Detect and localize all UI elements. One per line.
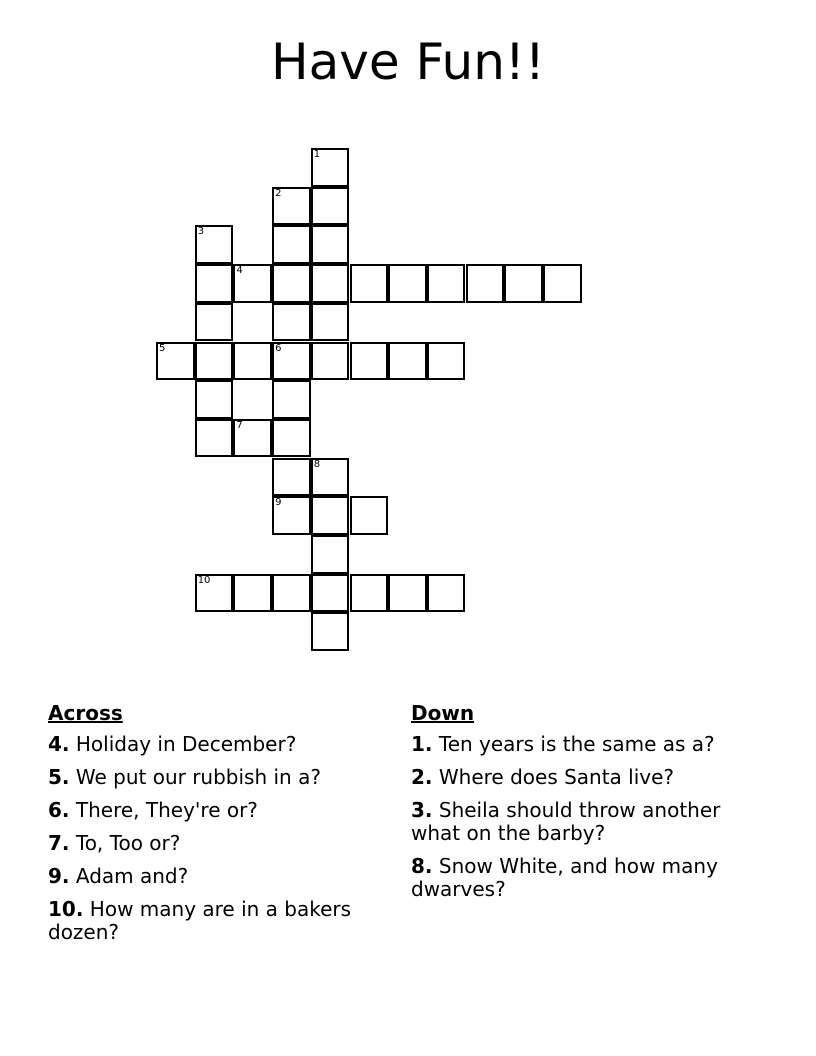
clue-number: 2. <box>411 765 433 789</box>
crossword-cell[interactable] <box>195 574 234 613</box>
cell-number: 2 <box>275 187 282 199</box>
clue-number: 5. <box>48 765 70 789</box>
crossword-cell[interactable] <box>272 380 311 419</box>
crossword-cell[interactable] <box>427 574 466 613</box>
across-clue-9 <box>48 865 393 888</box>
clue-text: How many are in a bakers dozen? <box>48 897 352 944</box>
across-clue-4 <box>48 733 393 756</box>
crossword-cell[interactable] <box>233 419 272 458</box>
clue-text: Ten years is the same as a? <box>438 732 715 756</box>
clue-text: We put our rubbish in a? <box>75 765 321 789</box>
crossword-cell[interactable] <box>272 419 311 458</box>
crossword-cell[interactable] <box>195 264 234 303</box>
crossword-cell[interactable] <box>311 303 350 342</box>
cell-number: 10 <box>197 574 211 586</box>
crossword-cell[interactable] <box>504 264 543 303</box>
clue-number: 4. <box>48 732 70 756</box>
crossword-cell[interactable] <box>272 303 311 342</box>
crossword-cell[interactable] <box>350 264 389 303</box>
clue-number: 7. <box>48 831 70 855</box>
page-title: Have Fun!! <box>271 33 545 91</box>
crossword-cell[interactable] <box>466 264 505 303</box>
clue-number: 10. <box>48 897 84 921</box>
crossword-cell[interactable] <box>272 225 311 264</box>
crossword-cell[interactable] <box>311 342 350 381</box>
down-clue-3 <box>411 799 756 845</box>
cell-number: 1 <box>313 149 321 160</box>
crossword-cell[interactable] <box>156 342 195 381</box>
clue-number: 3. <box>411 798 433 822</box>
across-clue-5 <box>48 766 393 789</box>
crossword-cell[interactable] <box>388 264 427 303</box>
crossword-cell[interactable] <box>311 535 350 574</box>
crossword-cell[interactable] <box>311 612 350 651</box>
cell-number: 5 <box>159 342 166 354</box>
cell-number: 3 <box>197 226 205 238</box>
crossword-cell[interactable] <box>388 574 427 613</box>
cell-number: 9 <box>275 497 282 509</box>
cell-number: 4 <box>236 265 243 277</box>
crossword-cell[interactable] <box>311 148 350 187</box>
crossword-cell[interactable] <box>195 303 234 342</box>
cell-number: 7 <box>236 419 243 431</box>
across-clue-7 <box>48 832 393 855</box>
crossword-cell[interactable] <box>311 264 350 303</box>
down-clue-1 <box>411 733 756 756</box>
across-clue-10 <box>48 898 393 944</box>
crossword-cell[interactable] <box>427 342 466 381</box>
down-heading: Down <box>411 701 475 725</box>
crossword-cell[interactable] <box>311 574 350 613</box>
crossword-cell[interactable] <box>427 264 466 303</box>
across-heading: Across <box>48 701 123 725</box>
clue-text: Holiday in December? <box>75 732 297 756</box>
across-clues <box>48 702 393 954</box>
crossword-cell[interactable] <box>195 419 234 458</box>
crossword-cell[interactable] <box>311 458 350 497</box>
crossword-cell[interactable] <box>272 342 311 381</box>
crossword-cell[interactable] <box>195 380 234 419</box>
crossword-cell[interactable] <box>311 225 350 264</box>
clue-text: Sheila should throw another what on the barby? <box>411 798 721 845</box>
crossword-cell[interactable] <box>272 458 311 497</box>
crossword-cell[interactable] <box>233 342 272 381</box>
crossword-cell[interactable] <box>272 574 311 613</box>
clue-number: 1. <box>411 732 433 756</box>
clue-number: 6. <box>48 798 70 822</box>
clue-text: Adam and? <box>75 864 189 888</box>
clue-text: Snow White, and how many dwarves? <box>411 854 718 901</box>
crossword-cell[interactable] <box>350 496 389 535</box>
crossword-cell[interactable] <box>233 574 272 613</box>
crossword-cell[interactable] <box>350 574 389 613</box>
across-clue-6 <box>48 799 393 822</box>
crossword-cell[interactable] <box>311 187 350 226</box>
down-clues <box>411 702 756 911</box>
down-clue-2 <box>411 766 756 789</box>
crossword-cell[interactable] <box>311 496 350 535</box>
down-clue-8 <box>411 855 756 901</box>
crossword-cell[interactable] <box>543 264 582 303</box>
crossword-cell[interactable] <box>272 264 311 303</box>
clue-text: Where does Santa live? <box>438 765 675 789</box>
crossword-cell[interactable] <box>195 342 234 381</box>
clue-number: 9. <box>48 864 70 888</box>
crossword-cell[interactable] <box>388 342 427 381</box>
cell-number: 6 <box>275 342 282 354</box>
crossword-cell[interactable] <box>195 225 234 264</box>
crossword-cell[interactable] <box>350 342 389 381</box>
crossword-cell[interactable] <box>233 264 272 303</box>
clue-text: There, They're or? <box>75 798 258 822</box>
crossword-cell[interactable] <box>272 187 311 226</box>
clue-number: 8. <box>411 854 433 878</box>
clue-text: To, Too or? <box>75 831 181 855</box>
cell-number: 8 <box>313 458 321 470</box>
crossword-cell[interactable] <box>272 496 311 535</box>
